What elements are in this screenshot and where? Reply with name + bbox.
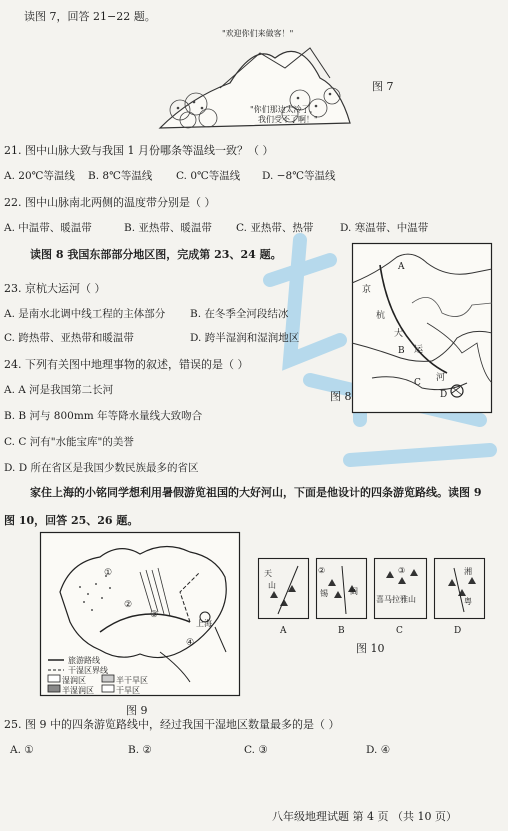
page-footer: 八年级地理试题 第 4 页 （共 10 页） [272, 810, 457, 823]
q23-option-a[interactable]: A. 是南水北调中线工程的主体部分 [4, 308, 166, 320]
q21-option-c[interactable]: C. 0℃等温线 [176, 170, 241, 182]
fig7-bubble-bottom-2: 我们受不了啊！" [258, 115, 318, 124]
fig10-d-yue: 粤 [464, 597, 472, 606]
fig9-intro-2: 图 10，回答 25、26 题。 [4, 514, 139, 527]
fig7-intro: 读图 7，回答 21−22 题。 [24, 10, 156, 23]
fig8-label: 图 8 [330, 390, 352, 403]
fig8-label-b: B [398, 346, 405, 356]
fig8-label-da: 大 [394, 329, 404, 339]
q24-option-b[interactable]: B. B 河与 800mm 年等降水量线大致吻合 [4, 410, 203, 422]
fig9-legend-dry: 干湿区界线 [68, 666, 108, 675]
q24-option-c[interactable]: C. C 河有"水能宝库"的美誉 [4, 436, 134, 448]
fig8-intro: 读图 8 我国东部部分地区图，完成第 23、24 题。 [30, 248, 282, 261]
q21-option-a[interactable]: A. 20℃等温线 [4, 170, 75, 182]
q23-option-b[interactable]: B. 在冬季全河段结冰 [190, 308, 289, 320]
q23-option-c[interactable]: C. 跨热带、亚热带和暖温带 [4, 332, 134, 344]
fig8-label-hang: 杭 [376, 311, 386, 321]
fig10-b-num: ② [318, 566, 326, 575]
fig10-c-text: 喜马拉雅山 [376, 595, 416, 604]
fig7-label: 图 7 [372, 80, 394, 93]
fig9-route-4: ④ [186, 638, 195, 648]
fig9-legend-semi-dry: 半干旱区 [116, 676, 148, 685]
fig8-label-a: A [398, 262, 405, 272]
fig8-label-he: 河 [436, 373, 446, 383]
fig7-cartoon [160, 28, 350, 140]
q22-option-b[interactable]: B. 亚热带、暖温带 [124, 222, 212, 234]
q24-stem: 24. 下列有关图中地理事物的叙述，错误的是（ ） [4, 358, 249, 371]
fig9-legend-route: 旅游路线 [68, 656, 100, 665]
fig9-legend-arid: 干旱区 [116, 686, 140, 695]
fig7-bubble-top: "欢迎你们来做客！" [222, 29, 294, 38]
fig9-route-2: ② [124, 600, 133, 610]
q24-option-d[interactable]: D. D 所在省区是我国少数民族最多的省区 [4, 462, 199, 474]
q25-option-d[interactable]: D. ④ [366, 744, 391, 756]
fig10-d-xiang: 湘 [464, 567, 472, 576]
fig10-panel-d: D [454, 626, 462, 636]
q21-option-d[interactable]: D. −8℃等温线 [262, 170, 336, 182]
fig9-legend-semi-humid: 湿润区 [62, 676, 86, 685]
fig10-a-tian: 天 [264, 569, 272, 578]
fig10-panel-c: C [396, 626, 403, 636]
fig10-c-num: ③ [398, 566, 406, 575]
q21-option-b[interactable]: B. 8℃等温线 [88, 170, 153, 182]
q23-stem: 23. 京杭大运河（ ） [4, 282, 106, 295]
fig7-bubble-bottom-1: "你们那边太冷了， [250, 105, 318, 114]
fig10-label: 图 10 [356, 642, 385, 655]
fig10-panel-b: B [338, 626, 345, 636]
fig9-route-1: ① [104, 568, 113, 578]
q22-option-c[interactable]: C. 亚热带、热带 [236, 222, 314, 234]
fig8-label-c: C [414, 378, 421, 388]
fig9-legend-humid: 半湿润区 [62, 686, 94, 695]
fig10-panel-a: A [280, 626, 287, 636]
q25-option-b[interactable]: B. ② [128, 744, 152, 756]
fig10-panels [258, 558, 486, 620]
fig8-label-yun: 运 [414, 345, 424, 355]
q22-option-d[interactable]: D. 寒温带、中温带 [340, 222, 429, 234]
q25-stem: 25. 图 9 中的四条游览路线中，经过我国干湿地区数量最多的是（ ） [4, 718, 340, 731]
fig9-label: 图 9 [126, 704, 148, 717]
q22-option-a[interactable]: A. 中温带、暖温带 [4, 222, 92, 234]
q25-option-a[interactable]: A. ① [10, 744, 34, 756]
fig9-route-3: ③ [150, 610, 159, 620]
fig8-label-jing: 京 [362, 285, 372, 295]
fig10-b-kuo: 阔 [350, 587, 358, 596]
fig10-b-xi: 锡 [320, 589, 328, 598]
fig9-intro-1: 家住上海的小铭同学想利用暑假游览祖国的大好河山，下面是他设计的四条游览路线。读图 9 [30, 486, 482, 499]
fig8-label-d: D [440, 390, 448, 400]
q23-option-d[interactable]: D. 跨半湿润和湿润地区 [190, 332, 300, 344]
q22-stem: 22. 图中山脉南北两侧的温度带分别是（ ） [4, 196, 216, 209]
q25-option-c[interactable]: C. ③ [244, 744, 268, 756]
fig10-a-shan: 山 [268, 581, 276, 590]
q24-option-a[interactable]: A. A 河是我国第二长河 [4, 384, 114, 396]
q21-stem: 21. 图中山脉大致与我国 1 月份哪条等温线一致？（ ） [4, 144, 274, 157]
fig8-map [352, 243, 492, 413]
fig9-city-shanghai: 上海 [196, 619, 212, 628]
